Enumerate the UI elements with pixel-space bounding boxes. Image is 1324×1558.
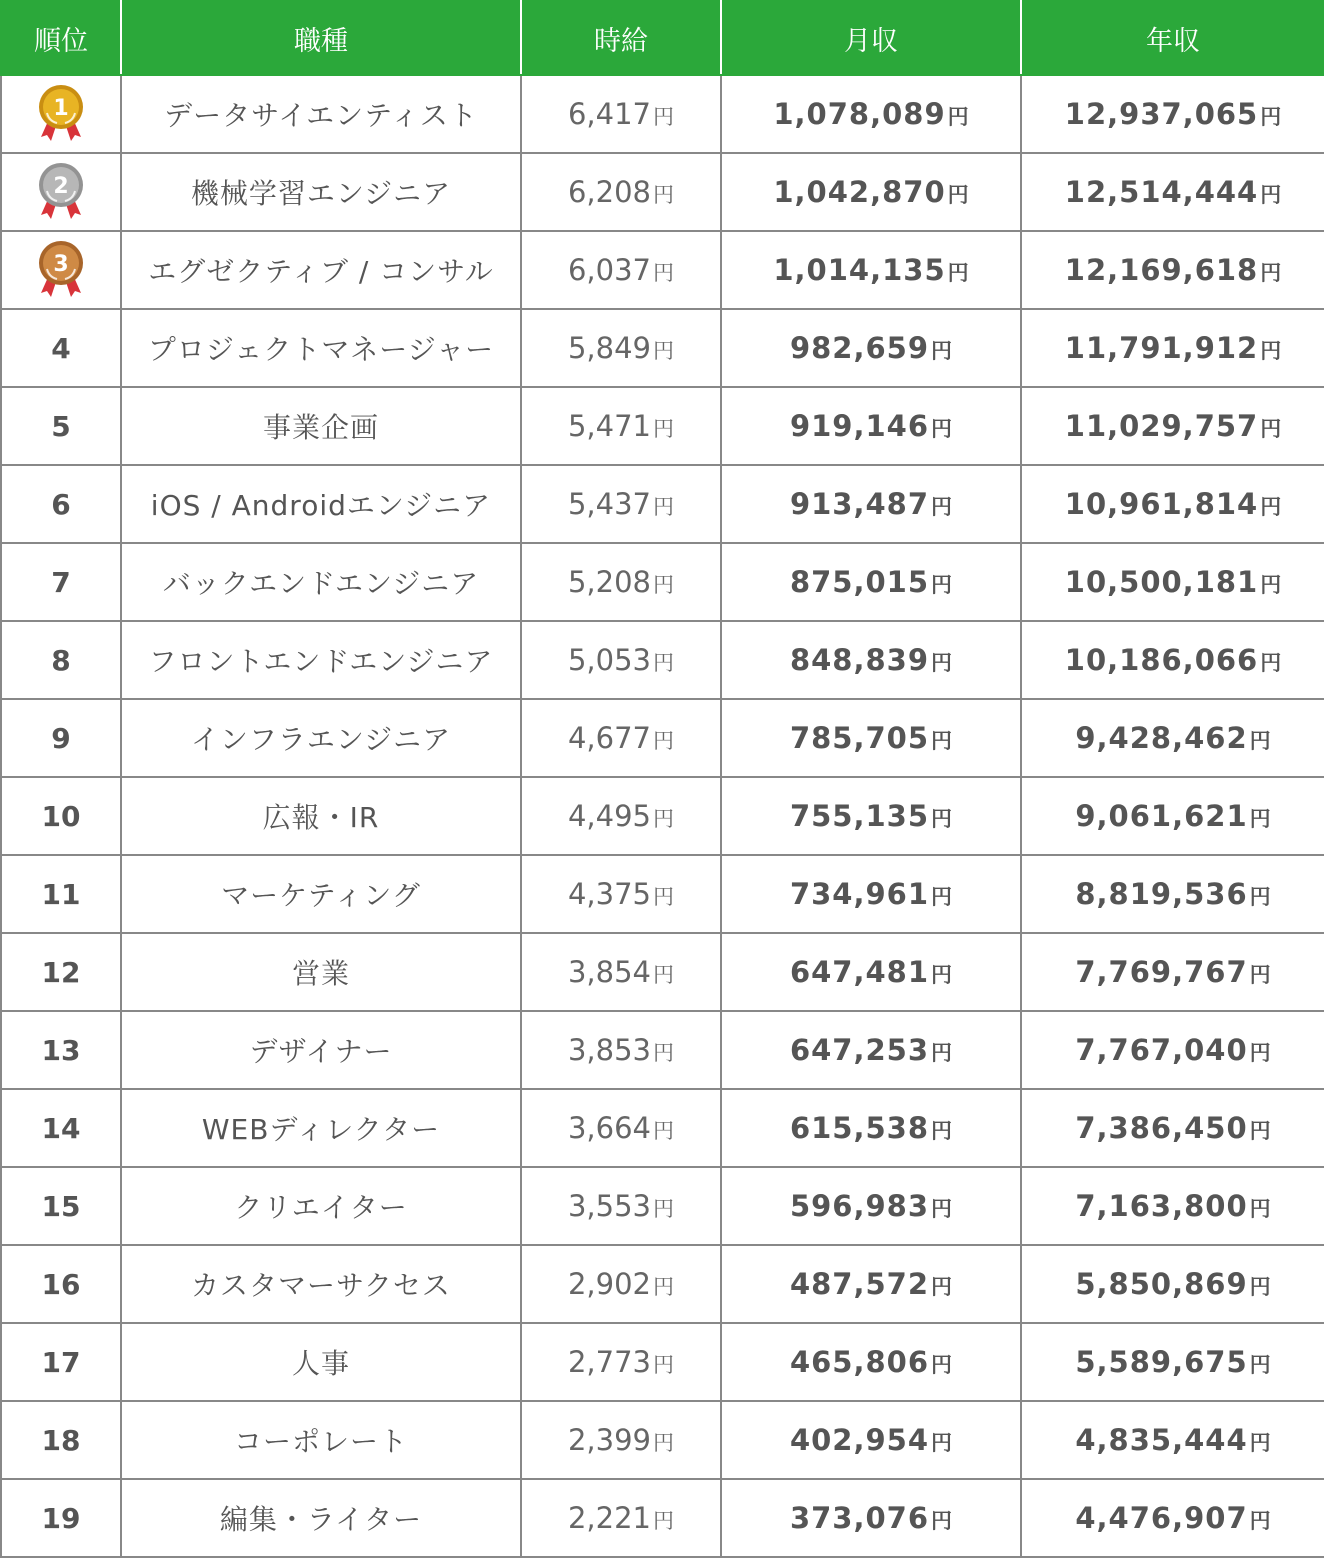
hourly-cell bbox=[521, 1479, 721, 1557]
hourly-value: 2,221 bbox=[567, 1501, 652, 1535]
rank-cell: 19 bbox=[1, 1479, 121, 1557]
job-cell: 広報・IR bbox=[121, 777, 521, 855]
table-row-19 bbox=[1, 1479, 1324, 1557]
annual-cell bbox=[1021, 1479, 1324, 1557]
table-row-15 bbox=[1, 1167, 1324, 1245]
yen-unit: 円 bbox=[653, 339, 675, 363]
yen-unit: 円 bbox=[653, 1119, 675, 1143]
table-row-4 bbox=[1, 309, 1324, 387]
yen-unit: 円 bbox=[1249, 1275, 1271, 1299]
annual-cell bbox=[1021, 1089, 1324, 1167]
annual-value: 10,186,066 bbox=[1064, 643, 1259, 677]
hourly-value: 5,053 bbox=[567, 643, 652, 677]
annual-value: 11,029,757 bbox=[1064, 409, 1259, 443]
hourly-cell bbox=[521, 543, 721, 621]
yen-unit: 円 bbox=[947, 105, 969, 129]
rank-cell: 8 bbox=[1, 621, 121, 699]
annual-cell bbox=[1021, 699, 1324, 777]
yen-unit: 円 bbox=[653, 807, 675, 831]
monthly-value: 373,076 bbox=[789, 1501, 930, 1535]
job-cell: バックエンドエンジニア bbox=[121, 543, 521, 621]
monthly-cell bbox=[721, 153, 1021, 231]
hourly-cell bbox=[521, 465, 721, 543]
yen-unit: 円 bbox=[653, 651, 675, 675]
yen-unit: 円 bbox=[1249, 1353, 1271, 1377]
yen-unit: 円 bbox=[653, 495, 675, 519]
annual-cell bbox=[1021, 153, 1324, 231]
gold-medal-icon bbox=[37, 83, 85, 145]
table-row-2 bbox=[1, 153, 1324, 231]
monthly-cell bbox=[721, 933, 1021, 1011]
hourly-value: 6,037 bbox=[567, 253, 652, 287]
yen-unit: 円 bbox=[653, 1509, 675, 1533]
hourly-value: 2,399 bbox=[567, 1423, 652, 1457]
monthly-cell bbox=[721, 1323, 1021, 1401]
job-cell: エグゼクティブ / コンサル bbox=[121, 231, 521, 309]
yen-unit: 円 bbox=[653, 729, 675, 753]
table-row-18 bbox=[1, 1401, 1324, 1479]
annual-cell bbox=[1021, 465, 1324, 543]
job-cell: クリエイター bbox=[121, 1167, 521, 1245]
annual-value: 4,476,907 bbox=[1075, 1501, 1248, 1535]
monthly-cell bbox=[721, 75, 1021, 153]
yen-unit: 円 bbox=[931, 963, 953, 987]
monthly-value: 755,135 bbox=[789, 799, 930, 833]
monthly-cell bbox=[721, 855, 1021, 933]
monthly-value: 848,839 bbox=[789, 643, 930, 677]
silver-medal-icon bbox=[37, 161, 85, 223]
yen-unit: 円 bbox=[931, 885, 953, 909]
annual-value: 10,500,181 bbox=[1064, 565, 1259, 599]
hourly-value: 3,853 bbox=[567, 1033, 652, 1067]
header-job: 職種 bbox=[121, 1, 521, 75]
table-row-16 bbox=[1, 1245, 1324, 1323]
annual-value: 8,819,536 bbox=[1075, 877, 1248, 911]
hourly-cell bbox=[521, 1089, 721, 1167]
yen-unit: 円 bbox=[1249, 963, 1271, 987]
rank-cell bbox=[1, 75, 121, 153]
yen-unit: 円 bbox=[1249, 1197, 1271, 1221]
yen-unit: 円 bbox=[653, 1041, 675, 1065]
job-cell: プロジェクトマネージャー bbox=[121, 309, 521, 387]
job-cell: データサイエンティスト bbox=[121, 75, 521, 153]
monthly-value: 402,954 bbox=[789, 1423, 930, 1457]
job-cell: インフラエンジニア bbox=[121, 699, 521, 777]
rank-cell: 18 bbox=[1, 1401, 121, 1479]
job-cell: 編集・ライター bbox=[121, 1479, 521, 1557]
hourly-cell bbox=[521, 777, 721, 855]
annual-value: 11,791,912 bbox=[1064, 331, 1259, 365]
yen-unit: 円 bbox=[931, 1275, 953, 1299]
annual-cell bbox=[1021, 1401, 1324, 1479]
yen-unit: 円 bbox=[1260, 651, 1282, 675]
header-rank: 順位 bbox=[1, 1, 121, 75]
monthly-value: 919,146 bbox=[789, 409, 930, 443]
annual-value: 12,514,444 bbox=[1064, 175, 1259, 209]
rank-cell: 12 bbox=[1, 933, 121, 1011]
monthly-value: 785,705 bbox=[789, 721, 930, 755]
monthly-cell bbox=[721, 1245, 1021, 1323]
job-cell: 事業企画 bbox=[121, 387, 521, 465]
hourly-cell bbox=[521, 1401, 721, 1479]
job-cell: 機械学習エンジニア bbox=[121, 153, 521, 231]
job-cell: 人事 bbox=[121, 1323, 521, 1401]
hourly-value: 6,208 bbox=[567, 175, 652, 209]
monthly-cell bbox=[721, 777, 1021, 855]
hourly-value: 2,773 bbox=[567, 1345, 652, 1379]
monthly-cell bbox=[721, 387, 1021, 465]
rank-cell: 11 bbox=[1, 855, 121, 933]
medal-number: 1 bbox=[53, 96, 69, 121]
annual-value: 4,835,444 bbox=[1075, 1423, 1248, 1457]
monthly-cell bbox=[721, 1089, 1021, 1167]
yen-unit: 円 bbox=[653, 1197, 675, 1221]
rank-cell: 10 bbox=[1, 777, 121, 855]
yen-unit: 円 bbox=[931, 651, 953, 675]
annual-cell bbox=[1021, 543, 1324, 621]
hourly-value: 4,375 bbox=[567, 877, 652, 911]
table-body bbox=[1, 75, 1324, 1557]
table-row-14 bbox=[1, 1089, 1324, 1167]
hourly-value: 6,417 bbox=[567, 97, 652, 131]
monthly-cell bbox=[721, 309, 1021, 387]
annual-value: 9,061,621 bbox=[1075, 799, 1248, 833]
rank-cell: 9 bbox=[1, 699, 121, 777]
job-cell: デザイナー bbox=[121, 1011, 521, 1089]
table-row-10 bbox=[1, 777, 1324, 855]
job-cell: コーポレート bbox=[121, 1401, 521, 1479]
monthly-value: 913,487 bbox=[789, 487, 930, 521]
header-hourly: 時給 bbox=[521, 1, 721, 75]
table-row-12 bbox=[1, 933, 1324, 1011]
hourly-value: 5,471 bbox=[567, 409, 652, 443]
hourly-value: 3,854 bbox=[567, 955, 652, 989]
hourly-value: 3,553 bbox=[567, 1189, 652, 1223]
hourly-cell bbox=[521, 1011, 721, 1089]
hourly-value: 5,208 bbox=[567, 565, 652, 599]
monthly-cell bbox=[721, 1401, 1021, 1479]
yen-unit: 円 bbox=[1260, 261, 1282, 285]
yen-unit: 円 bbox=[931, 1431, 953, 1455]
yen-unit: 円 bbox=[931, 339, 953, 363]
hourly-cell bbox=[521, 231, 721, 309]
rank-cell: 16 bbox=[1, 1245, 121, 1323]
rank-cell bbox=[1, 153, 121, 231]
yen-unit: 円 bbox=[1249, 885, 1271, 909]
yen-unit: 円 bbox=[931, 417, 953, 441]
annual-cell bbox=[1021, 1011, 1324, 1089]
monthly-value: 982,659 bbox=[789, 331, 930, 365]
rank-cell: 6 bbox=[1, 465, 121, 543]
monthly-cell bbox=[721, 1167, 1021, 1245]
annual-cell bbox=[1021, 777, 1324, 855]
annual-cell bbox=[1021, 855, 1324, 933]
yen-unit: 円 bbox=[1260, 105, 1282, 129]
rank-cell: 13 bbox=[1, 1011, 121, 1089]
yen-unit: 円 bbox=[653, 105, 675, 129]
header-row bbox=[1, 1, 1324, 75]
monthly-cell bbox=[721, 621, 1021, 699]
annual-cell bbox=[1021, 1167, 1324, 1245]
table-row-13 bbox=[1, 1011, 1324, 1089]
annual-cell bbox=[1021, 309, 1324, 387]
monthly-value: 1,014,135 bbox=[773, 253, 946, 287]
yen-unit: 円 bbox=[1249, 807, 1271, 831]
annual-value: 10,961,814 bbox=[1064, 487, 1259, 521]
yen-unit: 円 bbox=[653, 963, 675, 987]
yen-unit: 円 bbox=[653, 261, 675, 285]
monthly-value: 1,078,089 bbox=[773, 97, 946, 131]
hourly-cell bbox=[521, 153, 721, 231]
yen-unit: 円 bbox=[653, 417, 675, 441]
annual-cell bbox=[1021, 1245, 1324, 1323]
hourly-value: 5,849 bbox=[567, 331, 652, 365]
job-cell: iOS / Androidエンジニア bbox=[121, 465, 521, 543]
job-cell: カスタマーサクセス bbox=[121, 1245, 521, 1323]
yen-unit: 円 bbox=[1249, 1509, 1271, 1533]
monthly-value: 647,481 bbox=[789, 955, 930, 989]
yen-unit: 円 bbox=[931, 1509, 953, 1533]
header-monthly: 月収 bbox=[721, 1, 1021, 75]
monthly-cell bbox=[721, 465, 1021, 543]
yen-unit: 円 bbox=[931, 1353, 953, 1377]
hourly-cell bbox=[521, 621, 721, 699]
monthly-cell bbox=[721, 1479, 1021, 1557]
yen-unit: 円 bbox=[931, 729, 953, 753]
table-row-11 bbox=[1, 855, 1324, 933]
annual-value: 7,163,800 bbox=[1075, 1189, 1248, 1223]
hourly-value: 2,902 bbox=[567, 1267, 652, 1301]
table-row-8 bbox=[1, 621, 1324, 699]
hourly-value: 5,437 bbox=[567, 487, 652, 521]
yen-unit: 円 bbox=[1260, 417, 1282, 441]
hourly-cell bbox=[521, 1323, 721, 1401]
hourly-cell bbox=[521, 387, 721, 465]
table-row-7 bbox=[1, 543, 1324, 621]
rank-cell: 15 bbox=[1, 1167, 121, 1245]
monthly-cell bbox=[721, 543, 1021, 621]
hourly-cell bbox=[521, 309, 721, 387]
monthly-value: 487,572 bbox=[789, 1267, 930, 1301]
job-cell: マーケティング bbox=[121, 855, 521, 933]
yen-unit: 円 bbox=[1249, 729, 1271, 753]
monthly-value: 596,983 bbox=[789, 1189, 930, 1223]
annual-cell bbox=[1021, 75, 1324, 153]
yen-unit: 円 bbox=[947, 261, 969, 285]
header-annual: 年収 bbox=[1021, 1, 1324, 75]
annual-cell bbox=[1021, 231, 1324, 309]
medal-number: 3 bbox=[53, 252, 69, 277]
monthly-value: 875,015 bbox=[789, 565, 930, 599]
yen-unit: 円 bbox=[653, 1275, 675, 1299]
annual-value: 9,428,462 bbox=[1075, 721, 1248, 755]
hourly-cell bbox=[521, 933, 721, 1011]
hourly-cell bbox=[521, 1245, 721, 1323]
rank-cell: 4 bbox=[1, 309, 121, 387]
rank-cell bbox=[1, 231, 121, 309]
annual-cell bbox=[1021, 621, 1324, 699]
hourly-cell bbox=[521, 855, 721, 933]
monthly-value: 1,042,870 bbox=[773, 175, 946, 209]
yen-unit: 円 bbox=[1260, 495, 1282, 519]
hourly-value: 3,664 bbox=[567, 1111, 652, 1145]
rank-cell: 14 bbox=[1, 1089, 121, 1167]
monthly-value: 647,253 bbox=[789, 1033, 930, 1067]
annual-value: 7,386,450 bbox=[1075, 1111, 1248, 1145]
monthly-value: 465,806 bbox=[789, 1345, 930, 1379]
monthly-value: 734,961 bbox=[789, 877, 930, 911]
table-row-3 bbox=[1, 231, 1324, 309]
annual-cell bbox=[1021, 1323, 1324, 1401]
annual-value: 5,589,675 bbox=[1075, 1345, 1248, 1379]
table-row-1 bbox=[1, 75, 1324, 153]
hourly-value: 4,495 bbox=[567, 799, 652, 833]
yen-unit: 円 bbox=[653, 885, 675, 909]
yen-unit: 円 bbox=[931, 1197, 953, 1221]
yen-unit: 円 bbox=[1249, 1119, 1271, 1143]
annual-cell bbox=[1021, 933, 1324, 1011]
yen-unit: 円 bbox=[1260, 339, 1282, 363]
yen-unit: 円 bbox=[931, 807, 953, 831]
rank-cell: 17 bbox=[1, 1323, 121, 1401]
yen-unit: 円 bbox=[947, 183, 969, 207]
yen-unit: 円 bbox=[653, 573, 675, 597]
job-cell: フロントエンドエンジニア bbox=[121, 621, 521, 699]
medal-number: 2 bbox=[53, 174, 69, 199]
yen-unit: 円 bbox=[653, 1353, 675, 1377]
monthly-cell bbox=[721, 699, 1021, 777]
hourly-cell bbox=[521, 699, 721, 777]
table-row-5 bbox=[1, 387, 1324, 465]
yen-unit: 円 bbox=[931, 495, 953, 519]
table-row-9 bbox=[1, 699, 1324, 777]
annual-value: 12,937,065 bbox=[1064, 97, 1259, 131]
yen-unit: 円 bbox=[653, 183, 675, 207]
annual-value: 5,850,869 bbox=[1075, 1267, 1248, 1301]
yen-unit: 円 bbox=[653, 1431, 675, 1455]
job-cell: 営業 bbox=[121, 933, 521, 1011]
yen-unit: 円 bbox=[931, 1041, 953, 1065]
bronze-medal-icon bbox=[37, 239, 85, 301]
monthly-value: 615,538 bbox=[789, 1111, 930, 1145]
yen-unit: 円 bbox=[1249, 1041, 1271, 1065]
job-cell: WEBディレクター bbox=[121, 1089, 521, 1167]
table-header bbox=[1, 1, 1324, 75]
yen-unit: 円 bbox=[1260, 573, 1282, 597]
annual-cell bbox=[1021, 387, 1324, 465]
annual-value: 7,769,767 bbox=[1075, 955, 1248, 989]
table-row-17 bbox=[1, 1323, 1324, 1401]
monthly-cell bbox=[721, 1011, 1021, 1089]
rank-cell: 5 bbox=[1, 387, 121, 465]
yen-unit: 円 bbox=[931, 1119, 953, 1143]
annual-value: 7,767,040 bbox=[1075, 1033, 1248, 1067]
hourly-cell bbox=[521, 75, 721, 153]
yen-unit: 円 bbox=[1260, 183, 1282, 207]
rank-cell: 7 bbox=[1, 543, 121, 621]
monthly-cell bbox=[721, 231, 1021, 309]
hourly-value: 4,677 bbox=[567, 721, 652, 755]
table-row-6 bbox=[1, 465, 1324, 543]
annual-value: 12,169,618 bbox=[1064, 253, 1259, 287]
yen-unit: 円 bbox=[1249, 1431, 1271, 1455]
hourly-cell bbox=[521, 1167, 721, 1245]
yen-unit: 円 bbox=[931, 573, 953, 597]
